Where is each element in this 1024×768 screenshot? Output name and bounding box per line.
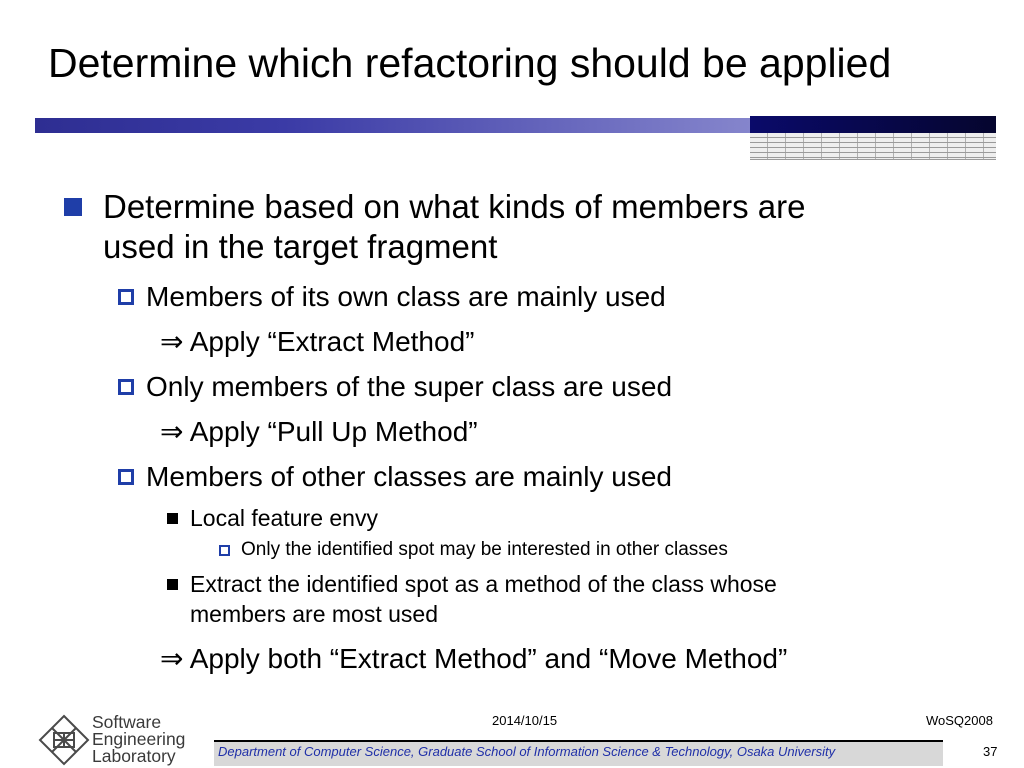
level1-bullet-icon bbox=[64, 198, 82, 216]
result-extract-method: ⇒ Apply “Extract Method” bbox=[160, 326, 475, 357]
level3-bullet-icon bbox=[167, 579, 178, 590]
level3-text-extract-line1: Extract the identified spot as a method of the class whose bbox=[190, 571, 777, 597]
title-underline-bar bbox=[35, 118, 750, 133]
result-extract-and-move-method: ⇒ Apply both “Extract Method” and “Move Method” bbox=[160, 643, 788, 674]
logo-text-line: Engineering bbox=[92, 729, 186, 749]
logo-text-line: Software bbox=[92, 712, 162, 732]
level3-bullet-icon bbox=[167, 513, 178, 524]
level3-text-feature-envy: Local feature envy bbox=[190, 505, 378, 531]
software-engineering-lab-logo-icon bbox=[36, 713, 92, 767]
decorative-grid-block bbox=[750, 133, 996, 160]
level2-bullet-icon bbox=[118, 379, 134, 395]
slide-title: Determine which refactoring should be applied bbox=[48, 40, 892, 86]
logo-text-line: Laboratory bbox=[92, 746, 176, 766]
footer-department: Department of Computer Science, Graduate School of Information Science & Technology, Osaka University bbox=[218, 744, 836, 759]
level4-bullet-icon bbox=[219, 545, 230, 556]
level2-text-super-class: Only members of the super class are used bbox=[146, 371, 673, 402]
slide-page-number: 37 bbox=[983, 744, 998, 759]
title-underline-bar-dark bbox=[750, 116, 996, 133]
level2-text-own-class: Members of its own class are mainly used bbox=[146, 281, 666, 312]
footer-date: 2014/10/15 bbox=[492, 713, 558, 728]
level1-text-line1: Determine based on what kinds of members are bbox=[103, 188, 806, 225]
level1-text-line2: used in the target fragment bbox=[103, 228, 498, 265]
footer-conference: WoSQ2008 bbox=[926, 713, 993, 728]
level2-bullet-icon bbox=[118, 469, 134, 485]
result-pull-up-method: ⇒ Apply “Pull Up Method” bbox=[160, 416, 478, 447]
lab-logo-text bbox=[92, 714, 185, 765]
level2-text-other-classes: Members of other classes are mainly used bbox=[146, 461, 672, 492]
level2-bullet-icon bbox=[118, 289, 134, 305]
level4-text-identified-spot: Only the identified spot may be interested in other classes bbox=[241, 539, 728, 560]
level3-text-extract-line2: members are most used bbox=[190, 601, 438, 627]
